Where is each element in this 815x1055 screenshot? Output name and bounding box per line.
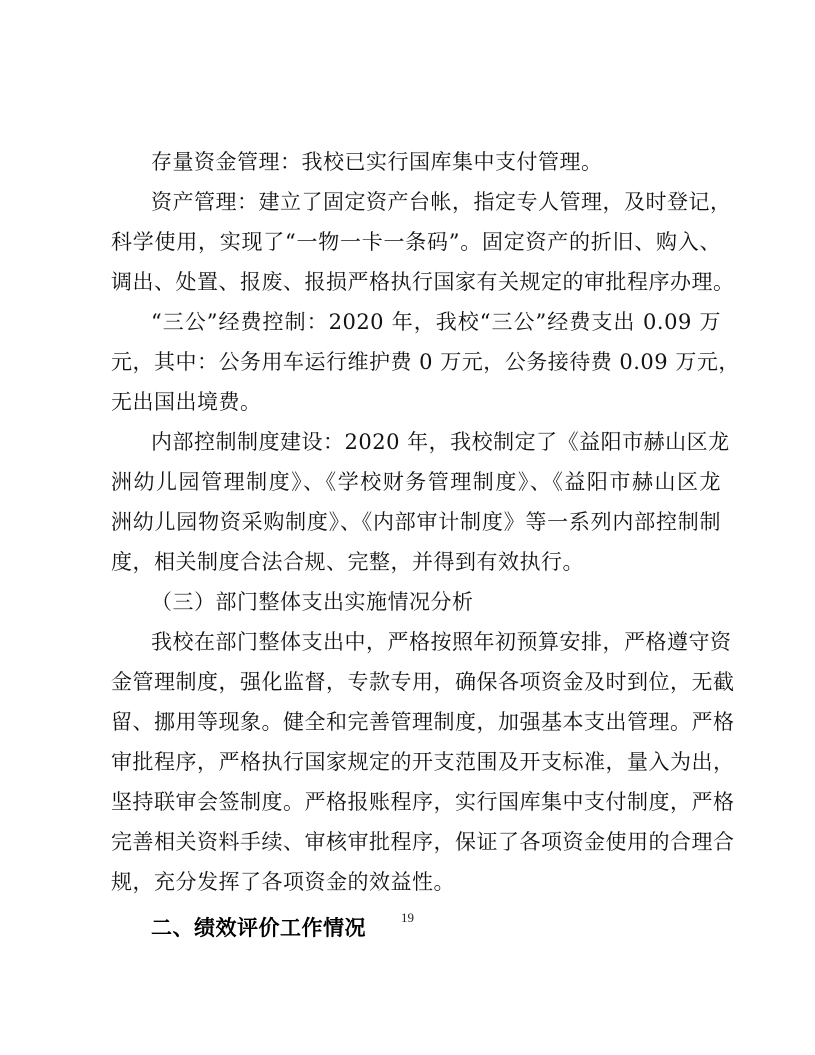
paragraph-line: 洲幼儿园物资采购制度》、《内部审计制度》等一系列内部控制制 (111, 510, 721, 534)
paragraph-line: 资产管理：建立了固定资产台帐，指定专人管理，及时登记， (151, 190, 732, 214)
paragraph-line: 洲幼儿园管理制度》、《学校财务管理制度》、《益阳市赫山区龙 (111, 470, 721, 494)
paragraph-line: 我校在部门整体支出中，严格按照年初预算安排，严格遵守资 (151, 630, 732, 654)
paragraph-line: 元，其中：公务用车运行维护费 0 万元，公务接待费 0.09 万元， (111, 350, 740, 374)
paragraph-line: 内部控制制度建设：2020 年，我校制定了《益阳市赫山区龙 (151, 430, 730, 454)
paragraph-line: 完善相关资料手续、审核审批程序，保证了各项资金使用的合理合 (111, 830, 735, 854)
paragraph-line: 无出国出境费。 (111, 390, 262, 414)
section-heading: 二、绩效评价工作情况 (151, 916, 366, 940)
paragraph-line: 度，相关制度合法合规、完整，并得到有效执行。 (111, 550, 584, 574)
paragraph-line: 审批程序，严格执行国家规定的开支范围及开支标准，量入为出， (111, 750, 735, 774)
page-number: 19 (401, 910, 414, 925)
section-subheading: （三）部门整体支出实施情况分析 (151, 590, 474, 614)
paragraph-line: 存量资金管理：我校已实行国库集中支付管理。 (151, 150, 603, 174)
paragraph-line: 调出、处置、报废、报损严格执行国家有关规定的审批程序办理。 (111, 270, 735, 294)
document-body (111, 142, 740, 948)
paragraph-line: 坚持联审会签制度。严格报账程序，实行国库集中支付制度，严格 (111, 790, 735, 814)
paragraph-line: 留、挪用等现象。健全和完善管理制度，加强基本支出管理。严格 (111, 710, 735, 734)
paragraph-line: 规，充分发挥了各项资金的效益性。 (111, 870, 455, 894)
paragraph-line: 金管理制度，强化监督，专款专用，确保各项资金及时到位，无截 (111, 670, 735, 694)
paragraph-line: “三公”经费控制：2020 年，我校“三公”经费支出 0.09 万 (151, 310, 721, 334)
paragraph-line: 科学使用，实现了“一物一卡一条码”。固定资产的折旧、购入、 (111, 230, 721, 254)
